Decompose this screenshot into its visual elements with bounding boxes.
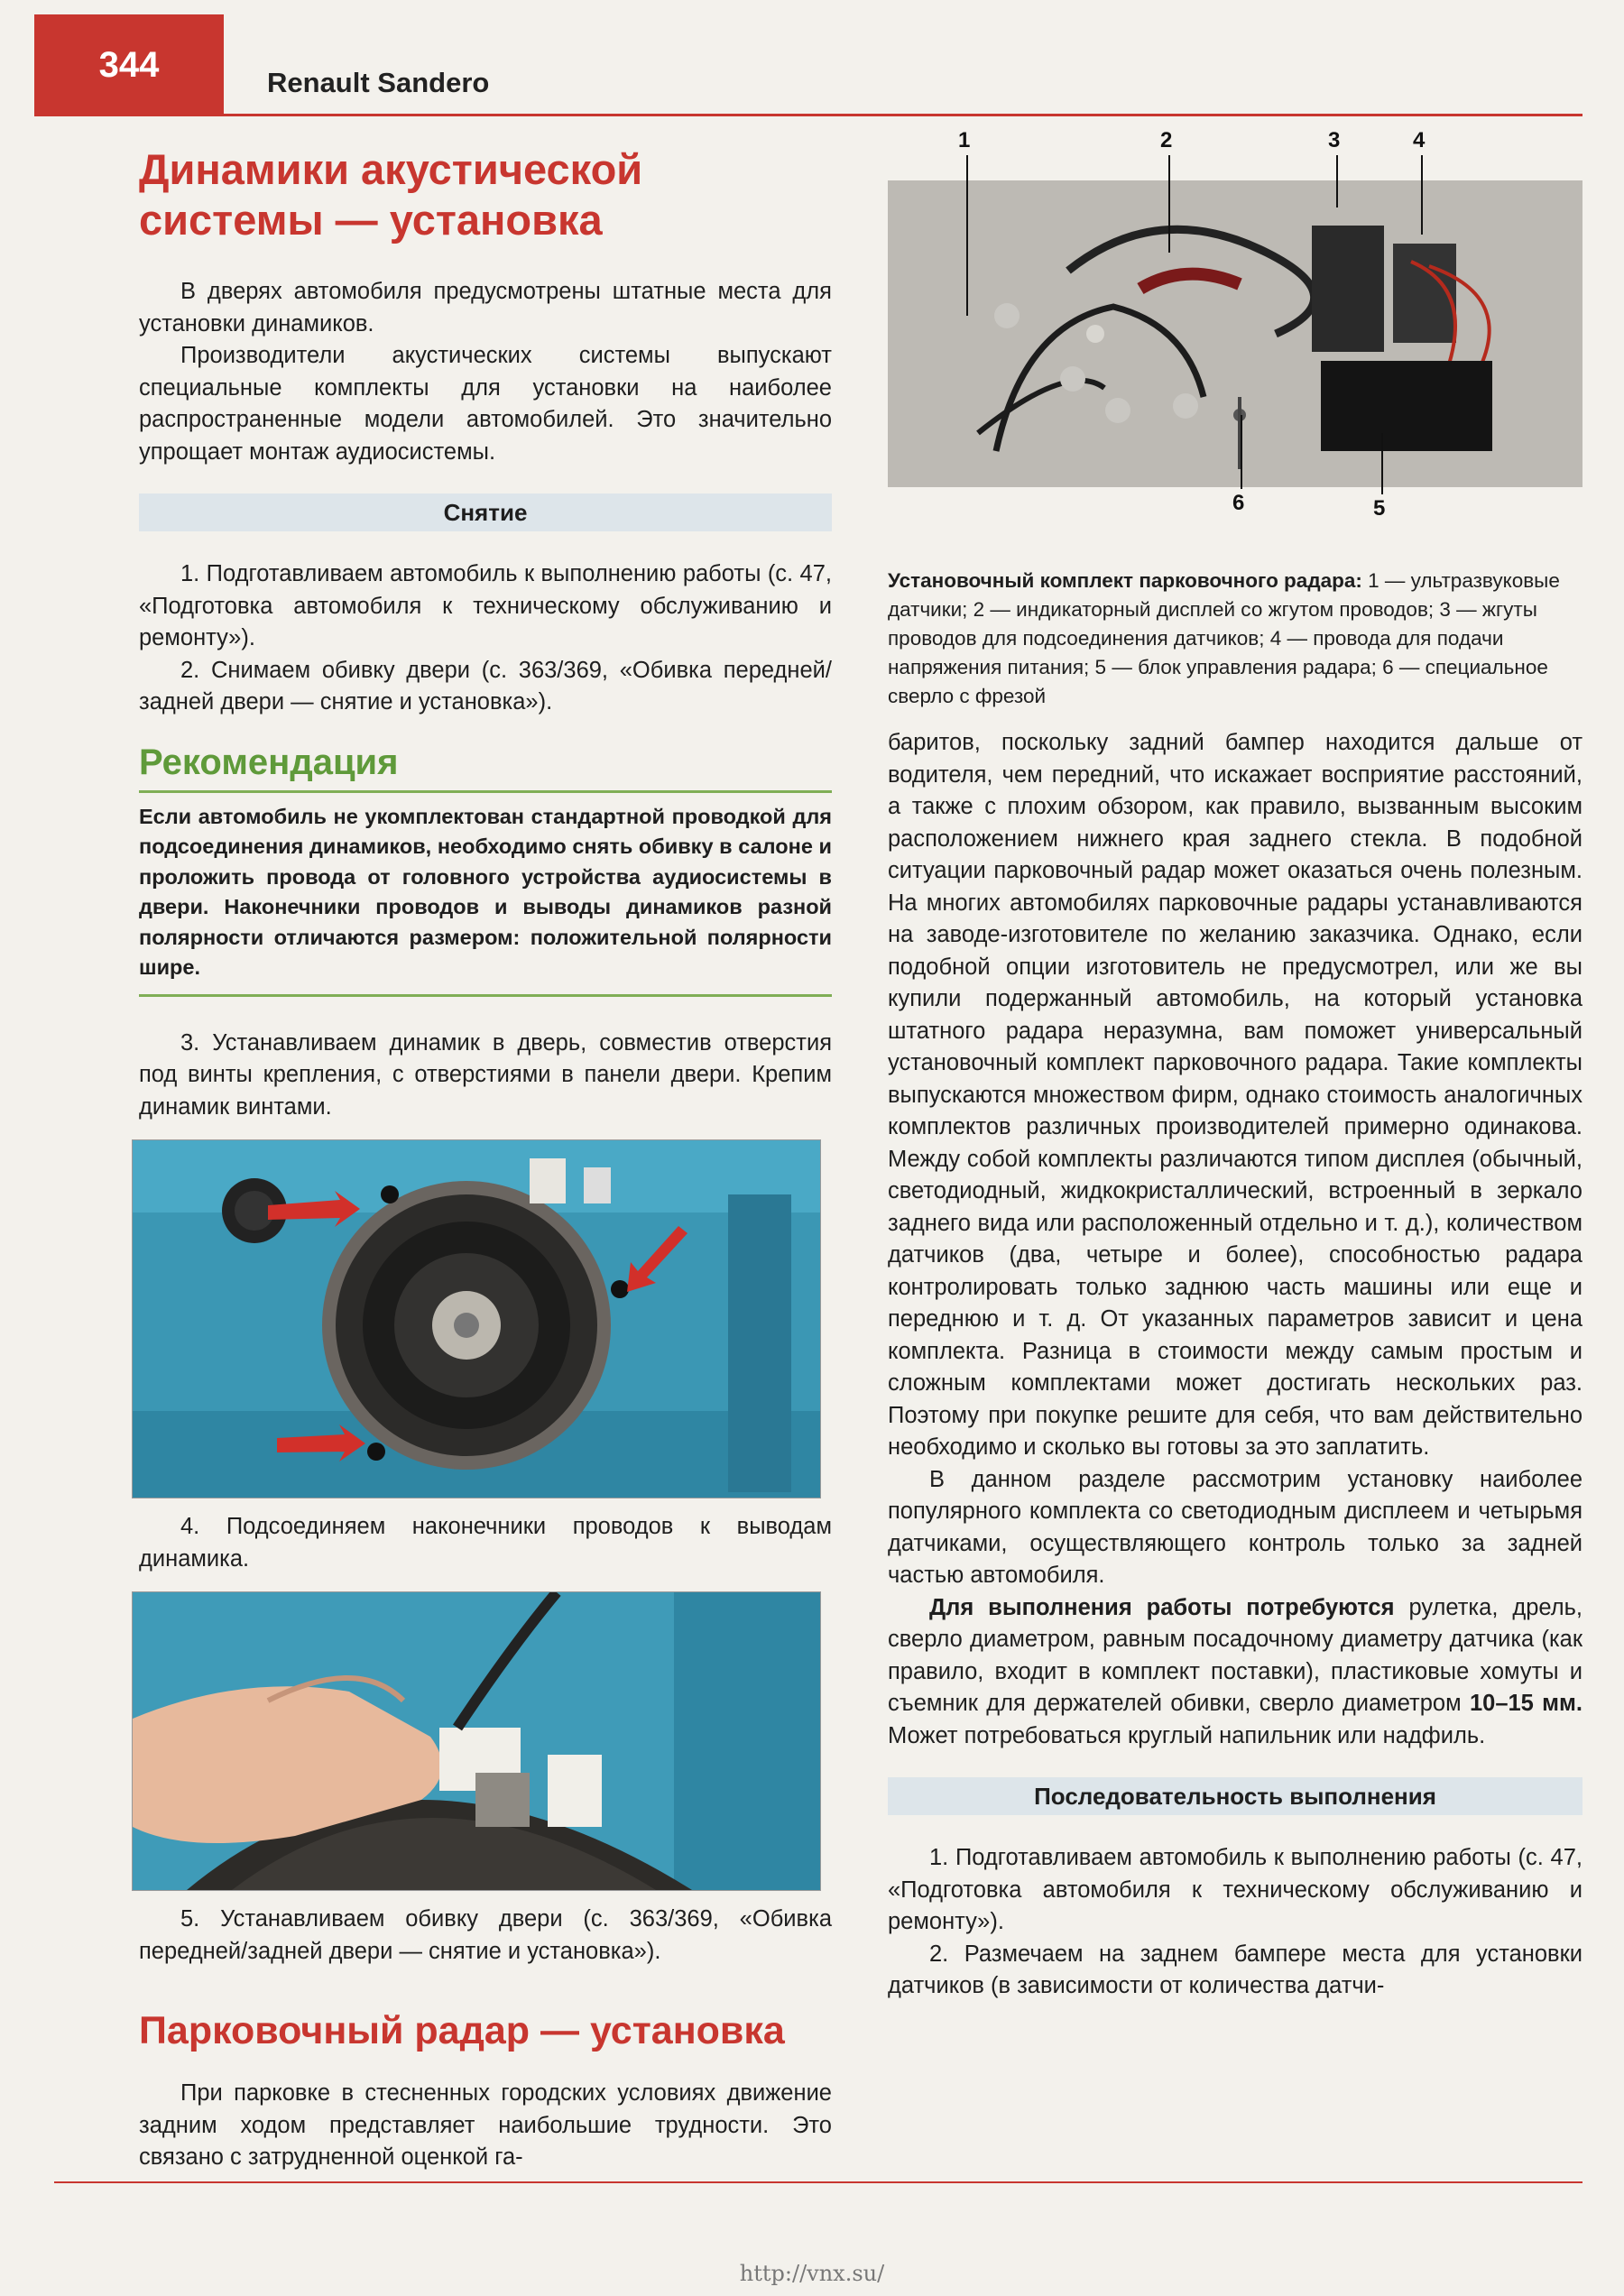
radar-paragraph-2: В данном разделе рассмотрим установку наиболее популярного комплекта со светодиодным дисплеем и четырьмя датчиками, осуществляющего контроль только за задней частью автомобиля.: [888, 1466, 1582, 1588]
figure-leader-lines: [888, 126, 1582, 550]
figure-label-2: 2: [1160, 128, 1173, 152]
footer-rule: [54, 2181, 1582, 2183]
step-2: 2. Снимаем обивку двери (с. 363/369, «Обивка передней/задней двери — снятие и установка»).: [139, 657, 832, 715]
step-4: 4. Подсоединяем наконечники проводов к выводам динамика.: [139, 1514, 832, 1572]
intro-paragraph: Производители акустических системы выпускают специальные комплекты для установки на наиболее распространенные модели автомобилей. Это значительно упрощает монтаж аудиосистемы.: [139, 343, 832, 465]
tools-text: рулетка, дрель, сверло диаметром, равным посадочному диаметру датчика (как правило, входит в комплект поставки), пластиковые хомуты и съемник для держателей обивки, сверло диаметром: [888, 1594, 1582, 1716]
radar-paragraph-1: баритов, поскольку задний бампер находится дальше от водителя, чем передний, что искажает восприятие расстояний, а также с плохим обзором, как правило, вызванным высоким расположением нижнего края заднего стекла. В подобной ситуации парковочный радар может оказаться очень полезным. На многих автомобилях парковочные радары устанавливаются на заводе-изготовителе по желанию заказчика. Однако, если подобной опции изготовитель не предусмотрел, или же вы купили подержанный автомобиль, на который установка штатного радара неразумна, вам поможет универсальный установочный комплект парковочного радара. Такие комплекты выпускаются множеством фирм, однако стоимость аналогичных комплектов различных производителей примерно одинакова. Между собой комплекты различаются типом дисплея (обычный, светодиодный, жидкокристаллический, встроенный в зеркало заднего вида или расположенный отдельно и т. д.), количеством датчиков (два, четыре и более), способностью радара контролировать только заднюю часть машины или еще и переднюю и т. д. От указанных параметров зависит и цена комплекта. Разница в стоимости между самым простым и сложным комплектами может достигать нескольких раз. Поэтому при покупке решите для себя, что вам действительно необходимо и сколько вы готовы за это заплатить.: [888, 730, 1582, 1460]
tools-paragraph: [888, 1592, 1582, 1753]
radar-intro: При парковке в стесненных городских условиях движение задним ходом представляет наибольшие трудности. Это связано с затрудненной оценкой га-: [139, 2080, 832, 2170]
header-rule: [34, 114, 1582, 116]
wiring-photo: [132, 1591, 821, 1891]
tools-lead: Для выполнения работы потребуются: [929, 1594, 1395, 1620]
figure-caption-title: Установочный комплект парковочного радара:: [888, 569, 1362, 592]
figure-label-6: 6: [1232, 491, 1245, 515]
right-column: [888, 126, 1582, 2003]
left-column: [139, 135, 832, 2174]
figure-caption: [888, 567, 1582, 711]
step-1: 1. Подготавливаем автомобиль к выполнению работы (с. 47, «Подготовка автомобиля к техническому обслуживанию и ремонту»).: [139, 561, 832, 650]
section-title-radar: Парковочный радар — установка: [139, 2009, 785, 2052]
recommendation-title: Рекомендация: [139, 742, 399, 782]
radar-kit-figure: [888, 126, 1582, 550]
section-title-speakers: Динамики акустической системы — установка: [139, 145, 643, 244]
removal-subheading: Снятие: [139, 493, 832, 531]
intro-paragraph: В дверях автомобиля предусмотрены штатные места для установки динамиков.: [139, 279, 832, 337]
step-5: 5. Устанавливаем обивку двери (с. 363/369, «Обивка передней/задней двери — снятие и установка»).: [139, 1906, 832, 1964]
radar-step-1: 1. Подготавливаем автомобиль к выполнению работы (с. 47, «Подготовка автомобиля к техническому обслуживанию и ремонту»).: [888, 1845, 1582, 1934]
speaker-door-photo: [132, 1139, 821, 1498]
figure-label-1: 1: [958, 128, 971, 152]
radar-step-2: 2. Размечаем на заднем бампере места для установки датчиков (в зависимости от количества датчи-: [888, 1941, 1582, 1998]
tools-text-end: Может потребоваться круглый напильник или надфиль.: [888, 1722, 1486, 1748]
step-3: 3. Устанавливаем динамик в дверь, совместив отверстия под винты крепления, с отверстиями в панели двери. Крепим динамик винтами.: [139, 1029, 832, 1120]
drill-size: 10–15 мм.: [1469, 1691, 1582, 1716]
sequence-subheading: Последовательность выполнения: [888, 1777, 1582, 1815]
figure-label-4: 4: [1413, 128, 1426, 152]
figure-caption-text: 1 — ультразвуковые датчики; 2 — индикаторный дисплей со жгутом проводов; 3 — жгуты проводов для подсоединения датчиков; 4 — провода для подачи напряжения питания; 5 — блок управления радара; 6 — специальное сверло с фрезой: [888, 569, 1560, 707]
figure-label-3: 3: [1328, 128, 1341, 152]
footer-url: http://vnx.su/: [739, 2261, 885, 2286]
figure-label-5: 5: [1373, 496, 1386, 521]
running-title: Renault Sandero: [267, 67, 490, 98]
recommendation-box: Если автомобиль не укомплектован стандартной проводкой для подсоединения динамиков, необходимо снять обивку в салоне и проложить провода от головного устройства аудиосистемы в двери. Наконечники проводов и выводы динамиков разной полярности отличаются размером: положительной полярности шире.: [139, 790, 832, 997]
page-number: 344: [34, 14, 224, 115]
